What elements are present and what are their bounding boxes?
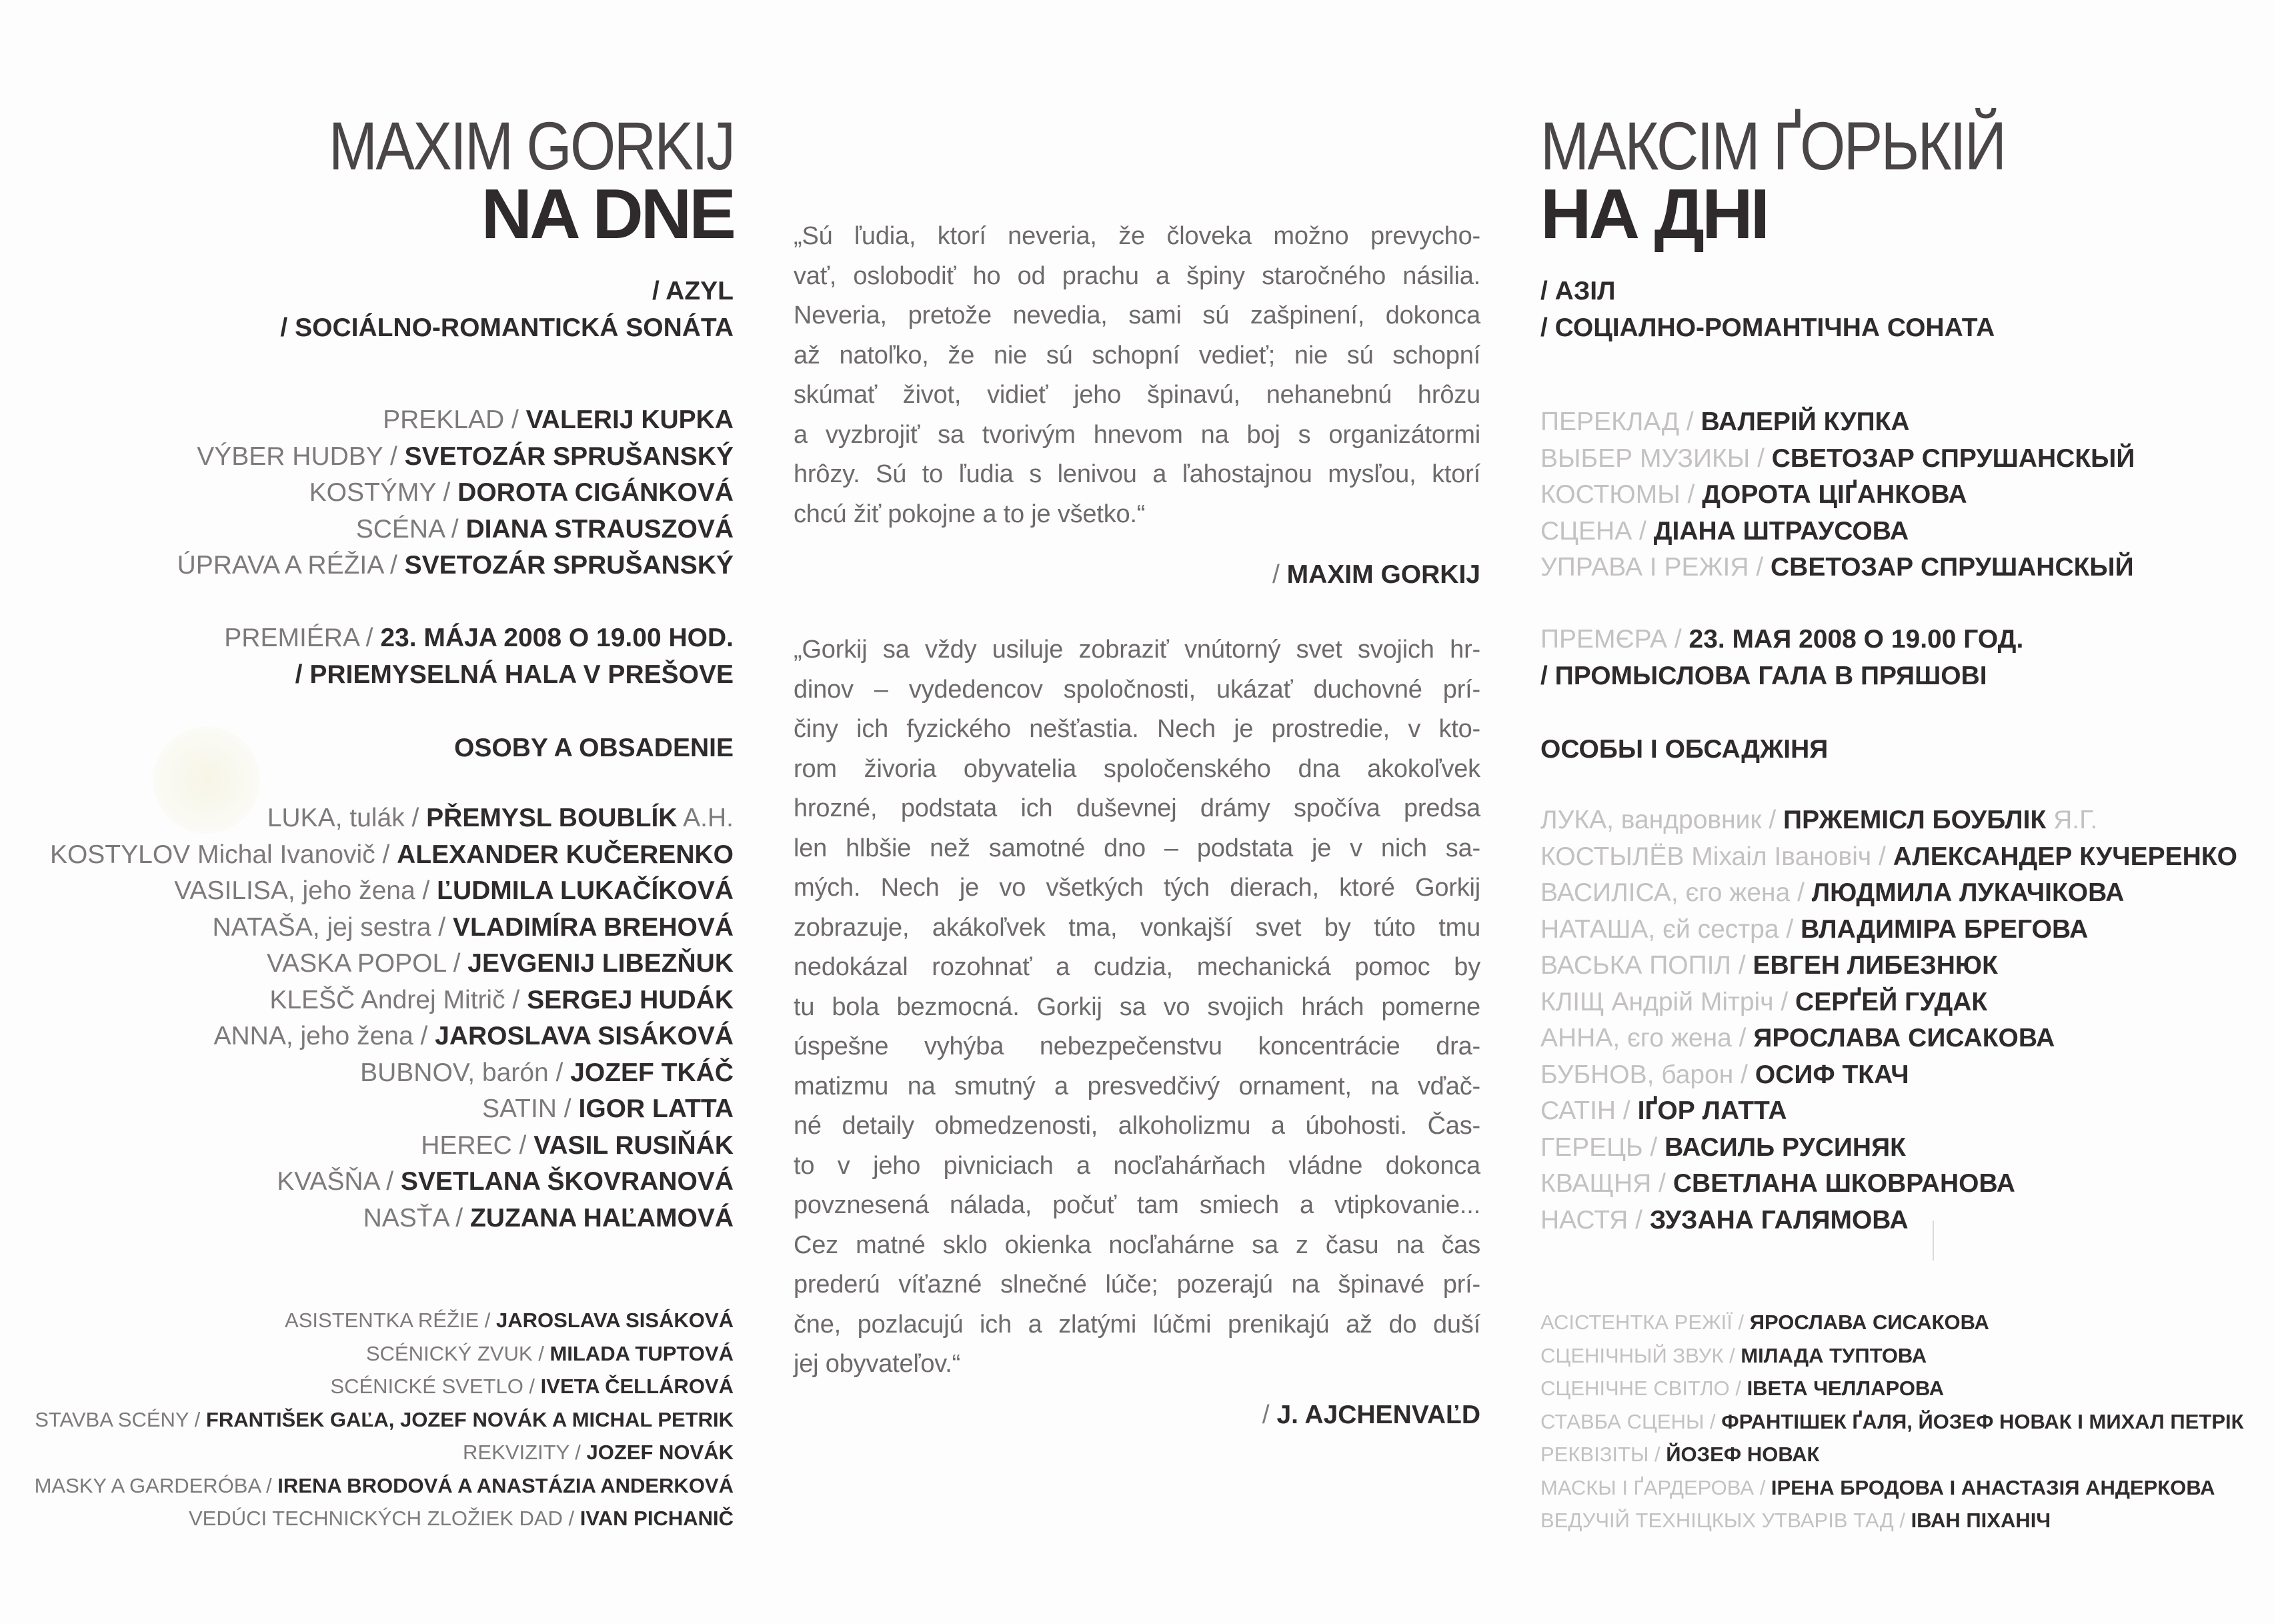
attribution-slash: / <box>1272 560 1287 589</box>
cast-actor: JEVGENIJ LIBEZŇUK <box>467 949 734 978</box>
credit-role: KOSTÝMY / <box>309 478 458 507</box>
crew-name: JAROSLAVA SISÁKOVÁ <box>496 1309 734 1332</box>
quote-line: prederú víťazné slnečné lúče; pozerajú na špinavé prí- <box>794 1271 1480 1299</box>
cast-suffix: A.H. <box>677 804 734 832</box>
attribution-name: J. AJCHENVAĽD <box>1276 1401 1480 1429</box>
crew-role: СЦЕНІЧНЫЙ ЗВУК / <box>1540 1343 1741 1367</box>
subtitle: / СОЦІАЛНО-РОМАНТІЧНА СОНАТА <box>1540 313 1995 342</box>
crew-name: ІВЕТА ЧЕЛЛАРОВА <box>1747 1377 1945 1400</box>
crew-name: ІРЕНА БРОДОВА І АНАСТАЗІЯ АНДЕРКОВА <box>1771 1475 2215 1499</box>
quote-line: a vyzbrojiť sa tvorivým hnevom na boj s organizátormi <box>794 420 1480 449</box>
crew-role: РЕКВІЗІТЫ / <box>1540 1443 1666 1466</box>
cast-row <box>0 946 734 982</box>
cast-actor: VLADIMÍRA BREHOVÁ <box>452 912 734 942</box>
credit-role: ÚPRAVA A RÉŽIA / <box>177 551 405 580</box>
credit-row <box>0 402 734 439</box>
quote-line: Cez matné sklo okienka nocľahárne sa z času na čas <box>794 1231 1480 1259</box>
credit-name: СВЕТОЗАР СПРУШАНСКЫЙ <box>1771 444 2135 473</box>
quote-attribution <box>1272 560 1480 590</box>
credit-name: DIANA STRAUSZOVÁ <box>465 514 734 544</box>
cast-row <box>0 1055 734 1092</box>
crew-name: IRENA BRODOVÁ A ANASTÁZIA ANDERKOVÁ <box>277 1473 734 1497</box>
credit-role: SCÉNA / <box>355 514 466 544</box>
cast-actor: АЛЕКСАНДЕР КУЧЕРЕНКО <box>1893 842 2237 871</box>
cast-actor: ВАСИЛЬ РУСИНЯК <box>1664 1132 1906 1162</box>
crew-row <box>1540 1405 2267 1439</box>
crew-list <box>0 1304 734 1535</box>
credits-list <box>0 402 734 584</box>
cast-actor: PŘEMYSL BOUBLÍK <box>426 804 678 832</box>
crew-row <box>1540 1306 2267 1339</box>
author-name: МАКСІМ ҐОРЬКІЙ <box>1540 108 2005 184</box>
crew-name: MILADA TUPTOVÁ <box>549 1341 734 1365</box>
cast-actor: СВЕТЛАНА ШКОВРАНОВА <box>1672 1169 2015 1198</box>
gorkij-quote <box>794 217 1480 534</box>
crew-list <box>1540 1306 2267 1537</box>
quote-line: mých. Nech je vo všetkých tých dierach, ktoré Gorkij <box>794 874 1480 902</box>
cast-row <box>0 1164 734 1200</box>
cast-role: ГЕРЕЦЬ / <box>1540 1132 1665 1162</box>
cast-list <box>1540 802 2267 1239</box>
quote-line: skúmať život, vidieť jeho špinavú, nehanebnú hrôzu <box>794 381 1480 409</box>
premiere-date: 23. MÁJA 2008 O 19.00 HOD. <box>380 624 734 652</box>
cast-role: KLEŠČ Andrej Mitrič / <box>269 985 527 1014</box>
cast-role: НАТАША, єй сестра / <box>1540 914 1801 944</box>
crew-row <box>1540 1339 2267 1373</box>
credit-name: ДІАНА ШТРАУСОВА <box>1653 516 1909 546</box>
attribution-slash: / <box>1262 1401 1277 1429</box>
quote-line: povznesená nálada, počuť tam smiech a vtipkovanie... <box>794 1191 1480 1219</box>
cast-role: LUKA, tulák / <box>267 804 427 832</box>
credit-name: ВАЛЕРІЙ КУПКА <box>1700 408 1910 436</box>
credit-row <box>1540 477 2267 514</box>
credit-role: КОСТЮМЫ / <box>1540 480 1702 509</box>
quote-line: činy ich fyzického nešťastia. Nech je prostredie, v kto- <box>794 715 1480 743</box>
author-name: MAXIM GORKIJ <box>328 108 734 184</box>
crew-row <box>0 1502 734 1535</box>
crew-row <box>1540 1471 2267 1505</box>
subtitle: / AZYL <box>652 277 734 305</box>
cast-row <box>0 982 734 1019</box>
quote-attribution <box>1262 1401 1480 1430</box>
quote-line: né detaily obmedzenosti, alkoholizmu a úbohosti. Čas- <box>794 1112 1480 1140</box>
cast-row <box>0 1200 734 1237</box>
play-title: NA DNE <box>481 175 734 253</box>
premiere-row <box>1540 622 2267 658</box>
credit-name: SVETOZÁR SPRUŠANSKÝ <box>404 551 734 580</box>
credits-list <box>1540 404 2267 586</box>
cast-role: БУБНОВ, барон / <box>1540 1060 1755 1089</box>
cast-role: VASKA POPOL / <box>266 949 468 978</box>
credit-role: СЦЕНА / <box>1540 516 1654 546</box>
cast-row <box>1540 875 2267 912</box>
cast-row <box>1540 984 2267 1021</box>
premiere-info <box>0 620 734 693</box>
cast-row <box>0 800 734 837</box>
cast-role: ANNA, jeho žena / <box>213 1022 435 1050</box>
cast-row <box>1540 1166 2267 1202</box>
cast-role: САТІН / <box>1540 1096 1638 1125</box>
crew-role: СЦЕНІЧНЕ СВІТЛО / <box>1540 1377 1747 1400</box>
cast-heading: OSOBY A OBSADENIE <box>454 734 734 762</box>
cast-role: NATAŠA, jej sestra / <box>212 912 453 942</box>
quote-line: zobrazuje, akákoľvek tma, vonkajší svet by túto tmu <box>794 913 1480 942</box>
cast-row <box>1540 912 2267 948</box>
cast-row <box>1540 1202 2267 1239</box>
cast-actor: JOZEF TKÁČ <box>570 1058 734 1087</box>
cast-actor: ZUZANA HAĽAMOVÁ <box>469 1203 734 1233</box>
quote-line: chcú žiť pokojne a to je všetko.“ <box>794 500 1146 528</box>
cast-row <box>1540 1057 2267 1094</box>
crew-role: MASKY A GARDERÓBA / <box>34 1473 278 1497</box>
cast-role: ВАСЬКА ПОПІЛ / <box>1540 951 1753 980</box>
premiere-date: 23. МАЯ 2008 О 19.00 ГОД. <box>1688 625 2024 654</box>
cast-row <box>0 1091 734 1128</box>
crew-name: ЯРОСЛАВА СИСАКОВА <box>1749 1311 1989 1334</box>
crew-name: МІЛАДА ТУПТОВА <box>1741 1343 1927 1367</box>
subtitle: / АЗІЛ <box>1540 277 1616 305</box>
subtitle: / SOCIÁLNO-ROMANTICKÁ SONÁTA <box>280 313 734 342</box>
premiere-label: ПРЕМЄРА / <box>1540 625 1689 654</box>
quote-line: „Sú ľudia, ktorí neveria, že človeka možno prevycho- <box>794 222 1480 250</box>
quote-line: matizmu na smutný a presvedčivý ornament, na vďač- <box>794 1072 1480 1100</box>
cast-actor: ЗУЗАНА ГАЛЯМОВА <box>1649 1205 1909 1235</box>
crew-name: IVETA ČELLÁROVÁ <box>540 1375 734 1398</box>
cast-suffix: Я.Г. <box>2046 806 2098 834</box>
crew-role: ASISTENTKA RÉŽIE / <box>285 1309 497 1332</box>
quote-line: hrôzy. Sú to ľudia s lenivou a ľahostajnou mysľou, ktorí <box>794 460 1480 488</box>
credit-role: ВЫБЕР МУЗИКЫ / <box>1540 444 1772 473</box>
crew-role: SCÉNICKÝ ZVUK / <box>365 1341 550 1365</box>
premiere-row <box>0 620 734 657</box>
credit-role: ПЕРЕКЛАД / <box>1540 408 1701 436</box>
cast-role: SATIN / <box>482 1094 579 1123</box>
credit-name: DOROTA CIGÁNKOVÁ <box>457 478 734 507</box>
cast-actor: SVETLANA ŠKOVRANOVÁ <box>400 1167 734 1196</box>
crew-name: IVAN PICHANIČ <box>580 1507 734 1530</box>
cast-heading-wrap <box>1540 732 2267 768</box>
cast-role: АННА, єго жена / <box>1540 1024 1754 1052</box>
credit-row <box>1540 441 2267 478</box>
quote-line: len hlbšie než samotné dno – podstata je v nich sa- <box>794 834 1480 862</box>
cast-role: ВАСИЛІСА, єго жена / <box>1540 878 1812 907</box>
cast-actor: ĽUDMILA LUKAČÍKOVÁ <box>437 876 734 905</box>
cast-actor: ALEXANDER KUČERENKO <box>397 840 734 869</box>
cast-row <box>1540 1130 2267 1166</box>
quote-line: čne, pozlacujú ich a zlatými lúčmi prenikajú až do duší <box>794 1310 1480 1339</box>
cast-row <box>1540 1093 2267 1130</box>
credit-row <box>0 475 734 512</box>
crew-name: JOZEF NOVÁK <box>586 1441 734 1464</box>
crew-role: VEDÚCI TECHNICKÝCH ZLOŽIEK DAD / <box>188 1507 580 1530</box>
crew-role: ВЕДУЧІЙ ТЕХНІЦКЫХ УТВАРІВ ТАД / <box>1540 1509 1911 1532</box>
attribution-name: MAXIM GORKIJ <box>1286 560 1480 589</box>
quote-line: jej obyvateľov.“ <box>794 1350 961 1378</box>
crew-row <box>0 1337 734 1371</box>
quote-line: rom živoria obyvatelia spoločenského dna akokoľvek <box>794 754 1480 783</box>
cast-role: KOSTYLOV Michal Ivanovič / <box>49 840 397 869</box>
quote-line: vať, oslobodiť ho od prachu a špiny staročného násilia. <box>794 261 1480 290</box>
cast-row <box>0 1018 734 1055</box>
cast-actor: ПРЖЕМІСЛ БОУБЛІК <box>1783 806 2047 834</box>
cast-actor: JAROSLAVA SISÁKOVÁ <box>435 1022 734 1050</box>
cast-list <box>0 800 734 1237</box>
cast-actor: СЕРҐЕЙ ГУДАК <box>1795 987 1988 1016</box>
crew-name: ФРАНТІШЕК ҐАЛЯ, ЙОЗЕФ НОВАК І МИХАЛ ПЕТРІК <box>1721 1409 2244 1433</box>
crew-role: СТАВБА СЦЕНЫ / <box>1540 1409 1722 1433</box>
credit-row <box>1540 404 2267 441</box>
cast-actor: ІҐОР ЛАТТА <box>1637 1096 1787 1125</box>
cast-row <box>0 1128 734 1164</box>
crew-role: REKVIZITY / <box>463 1441 587 1464</box>
play-title: НА ДНІ <box>1540 175 1768 253</box>
quote-line: „Gorkij sa vždy usiluje zobraziť vnútorný svet svojich hr- <box>794 636 1480 664</box>
cast-role: КЛІЩ Андрій Мітріч / <box>1540 987 1796 1016</box>
credit-name: SVETOZÁR SPRUŠANSKÝ <box>404 442 734 471</box>
credit-row <box>0 512 734 548</box>
cast-actor: SERGEJ HUDÁK <box>527 985 734 1014</box>
quote-line: Neveria, pretože nevedia, sami sú zašpinení, dokonca <box>794 301 1480 329</box>
crew-name: ЙОЗЕФ НОВАК <box>1666 1443 1820 1466</box>
credit-row <box>1540 550 2267 586</box>
crew-name: ІВАН ПІХАНІЧ <box>1911 1509 2051 1532</box>
cast-row <box>0 837 734 874</box>
crew-role: STAVBA SCÉNY / <box>35 1407 206 1431</box>
subtitles <box>0 273 734 346</box>
cast-role: КОСТЫЛЁВ Міхаіл Івановіч / <box>1540 842 1893 871</box>
premiere-info <box>1540 622 2267 694</box>
cast-role: NASŤA / <box>363 1203 470 1233</box>
quote-line: až natoľko, že nie sú schopní vedieť; nie sú schopní <box>794 341 1480 369</box>
credit-row <box>0 439 734 476</box>
quote-line: tu bola bezmocná. Gorkij sa vo svojich hrách pomerne <box>794 992 1480 1021</box>
cast-heading: ОСОБЫ І ОБСАДЖІНЯ <box>1540 735 1829 764</box>
cast-actor: VASIL RUSIŇÁK <box>533 1130 734 1160</box>
credit-row <box>0 548 734 584</box>
cast-actor: ЛЮДМИЛА ЛУКАЧІКОВА <box>1811 878 2125 907</box>
cast-heading-wrap <box>0 730 734 766</box>
credit-role: PREKLAD / <box>383 405 526 434</box>
quote-line: to v jeho pivniciach a nocľahárňach vládne dokonca <box>794 1151 1480 1180</box>
crew-row <box>0 1469 734 1503</box>
crew-row <box>0 1304 734 1337</box>
crew-row <box>0 1403 734 1437</box>
cast-row <box>1540 1020 2267 1057</box>
crew-row <box>1540 1504 2267 1537</box>
cast-row <box>0 873 734 910</box>
cast-role: KVAŠŇA / <box>277 1167 401 1196</box>
crew-name: FRANTIŠEK GAĽA, JOZEF NOVÁK A MICHAL PETRIK <box>205 1407 734 1431</box>
ajchenvald-quote <box>794 630 1480 1385</box>
crew-role: МАСКЫ І ҐАРДЕРОВА / <box>1540 1475 1771 1499</box>
crew-row <box>1540 1438 2267 1471</box>
premiere-label: PREMIÉRA / <box>224 624 381 652</box>
cast-actor: ЕВГЕН ЛИБЕЗНЮК <box>1753 951 1998 980</box>
quote-line: nedokázal rozohnať a cudzia, mechanická pomoc by <box>794 953 1480 981</box>
subtitles <box>1540 273 2267 346</box>
crew-row <box>0 1436 734 1469</box>
cast-role: ЛУКА, вандровник / <box>1540 806 1784 834</box>
cast-role: HEREC / <box>421 1130 534 1160</box>
quote-line: úspešne vyhýba nebezpečenstvu koncentrácie dra- <box>794 1032 1480 1060</box>
cast-role: НАСТЯ / <box>1540 1205 1650 1235</box>
cast-row <box>1540 948 2267 984</box>
cast-role: КВАЩНЯ / <box>1540 1169 1673 1198</box>
credit-name: СВЕТОЗАР СПРУШАНСКЫЙ <box>1771 553 2134 582</box>
crew-role: АСІСТЕНТКА РЕЖІЇ / <box>1540 1311 1750 1334</box>
cast-row <box>1540 802 2267 839</box>
cast-row <box>1540 839 2267 876</box>
crew-row <box>0 1370 734 1403</box>
quote-line: hrozné, podstata ich duševnej drámy spočíva predsa <box>794 794 1480 822</box>
credit-name: VALERIJ KUPKA <box>525 405 734 434</box>
premiere-venue: / PRIEMYSELNÁ HALA V PREŠOVE <box>295 660 734 689</box>
cast-row <box>0 910 734 946</box>
cast-role: BUBNOV, barón / <box>360 1058 571 1087</box>
cast-actor: ЯРОСЛАВА СИСАКОВА <box>1753 1024 2055 1052</box>
quote-line: dinov – vydedencov spoločnosti, ukázať duchovné prí- <box>794 675 1480 704</box>
credit-role: VÝBER HUDBY / <box>197 442 405 471</box>
credit-name: ДОРОТА ЦІҐАНКОВА <box>1702 480 1967 509</box>
cast-actor: IGOR LATTA <box>578 1094 734 1123</box>
cast-actor: ОСИФ ТКАЧ <box>1755 1060 1909 1089</box>
cast-role: VASILISA, jeho žena / <box>174 876 437 905</box>
crew-row <box>1540 1372 2267 1405</box>
crew-role: SCÉNICKÉ SVETLO / <box>330 1375 541 1398</box>
premiere-venue: / ПРОМЫСЛОВА ГАЛА В ПРЯШОВІ <box>1540 661 1987 690</box>
cast-actor: ВЛАДИМІРА БРЕГОВА <box>1801 914 2089 944</box>
credit-role: УПРАВА І РЕЖІЯ / <box>1540 553 1771 582</box>
credit-row <box>1540 514 2267 550</box>
